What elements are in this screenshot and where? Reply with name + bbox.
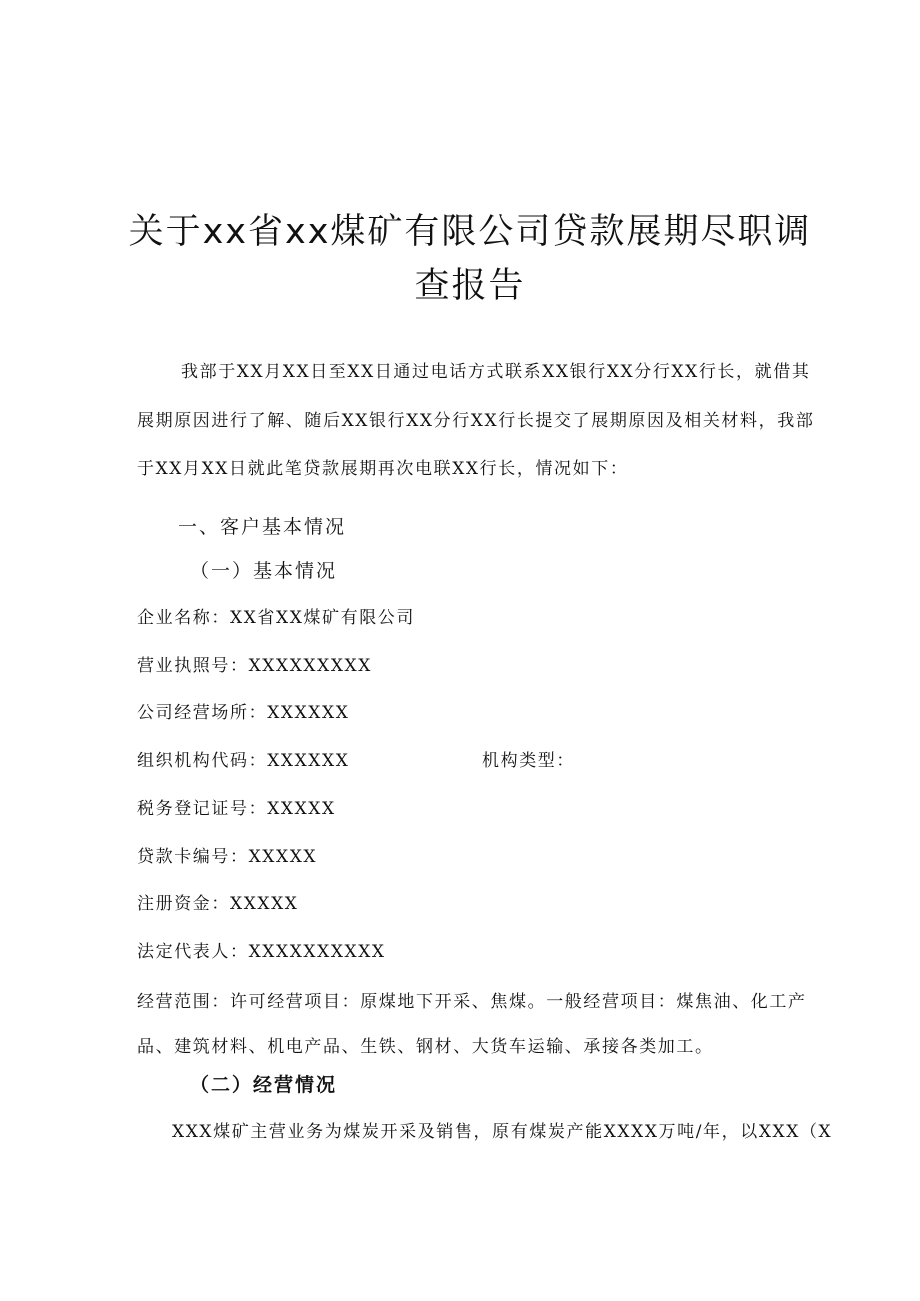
field-registered-capital: 注册资金：XXXXX xyxy=(137,894,299,914)
field-tax-registration: 税务登记证号：XXXXX xyxy=(137,799,336,819)
field-business-license: 营业执照号：XXXXXXXXX xyxy=(137,656,372,676)
intro-paragraph-line-1: 我部于XX月XX日至XX日通过电话方式联系XX银行XX分行XX行长，就借其 xyxy=(181,362,811,382)
field-business-scope-line-1: 经营范围：许可经营项目：原煤地下开采、焦煤。一般经营项目：煤焦油、化工产 xyxy=(137,992,807,1012)
document-title-line-1: 关于xx省xx煤矿有限公司贷款展期尽职调 xyxy=(128,212,812,252)
intro-paragraph-line-2: 展期原因进行了解、随后XX银行XX分行XX行长提交了展期原因及相关材料，我部 xyxy=(137,411,815,431)
operations-paragraph-line-1: XXX煤矿主营业务为煤炭开采及销售，原有煤炭产能XXXX万吨/年，以XXX（X xyxy=(172,1122,833,1142)
field-business-place: 公司经营场所：XXXXXX xyxy=(137,703,350,723)
field-company-name: 企业名称：XX省XX煤矿有限公司 xyxy=(137,608,416,628)
intro-paragraph-line-3: 于XX月XX日就此笔贷款展期再次电联XX行长，情况如下： xyxy=(137,459,629,479)
field-loan-card: 贷款卡编号：XXXXX xyxy=(137,847,318,867)
subsection-heading-operations: （二）经营情况 xyxy=(190,1074,338,1096)
section-heading-customer-basics: 一、客户基本情况 xyxy=(178,516,347,538)
field-org-code: 组织机构代码：XXXXXX xyxy=(137,751,350,771)
field-org-type: 机构类型： xyxy=(482,751,575,771)
field-business-scope-line-2: 品、建筑材料、机电产品、生铁、钢材、大货车运输、承接各类加工。 xyxy=(137,1037,714,1057)
field-legal-representative: 法定代表人：XXXXXXXXXX xyxy=(137,942,386,962)
subsection-heading-basic-info: （一）基本情况 xyxy=(190,560,338,582)
document-title-line-2: 查报告 xyxy=(414,266,526,306)
